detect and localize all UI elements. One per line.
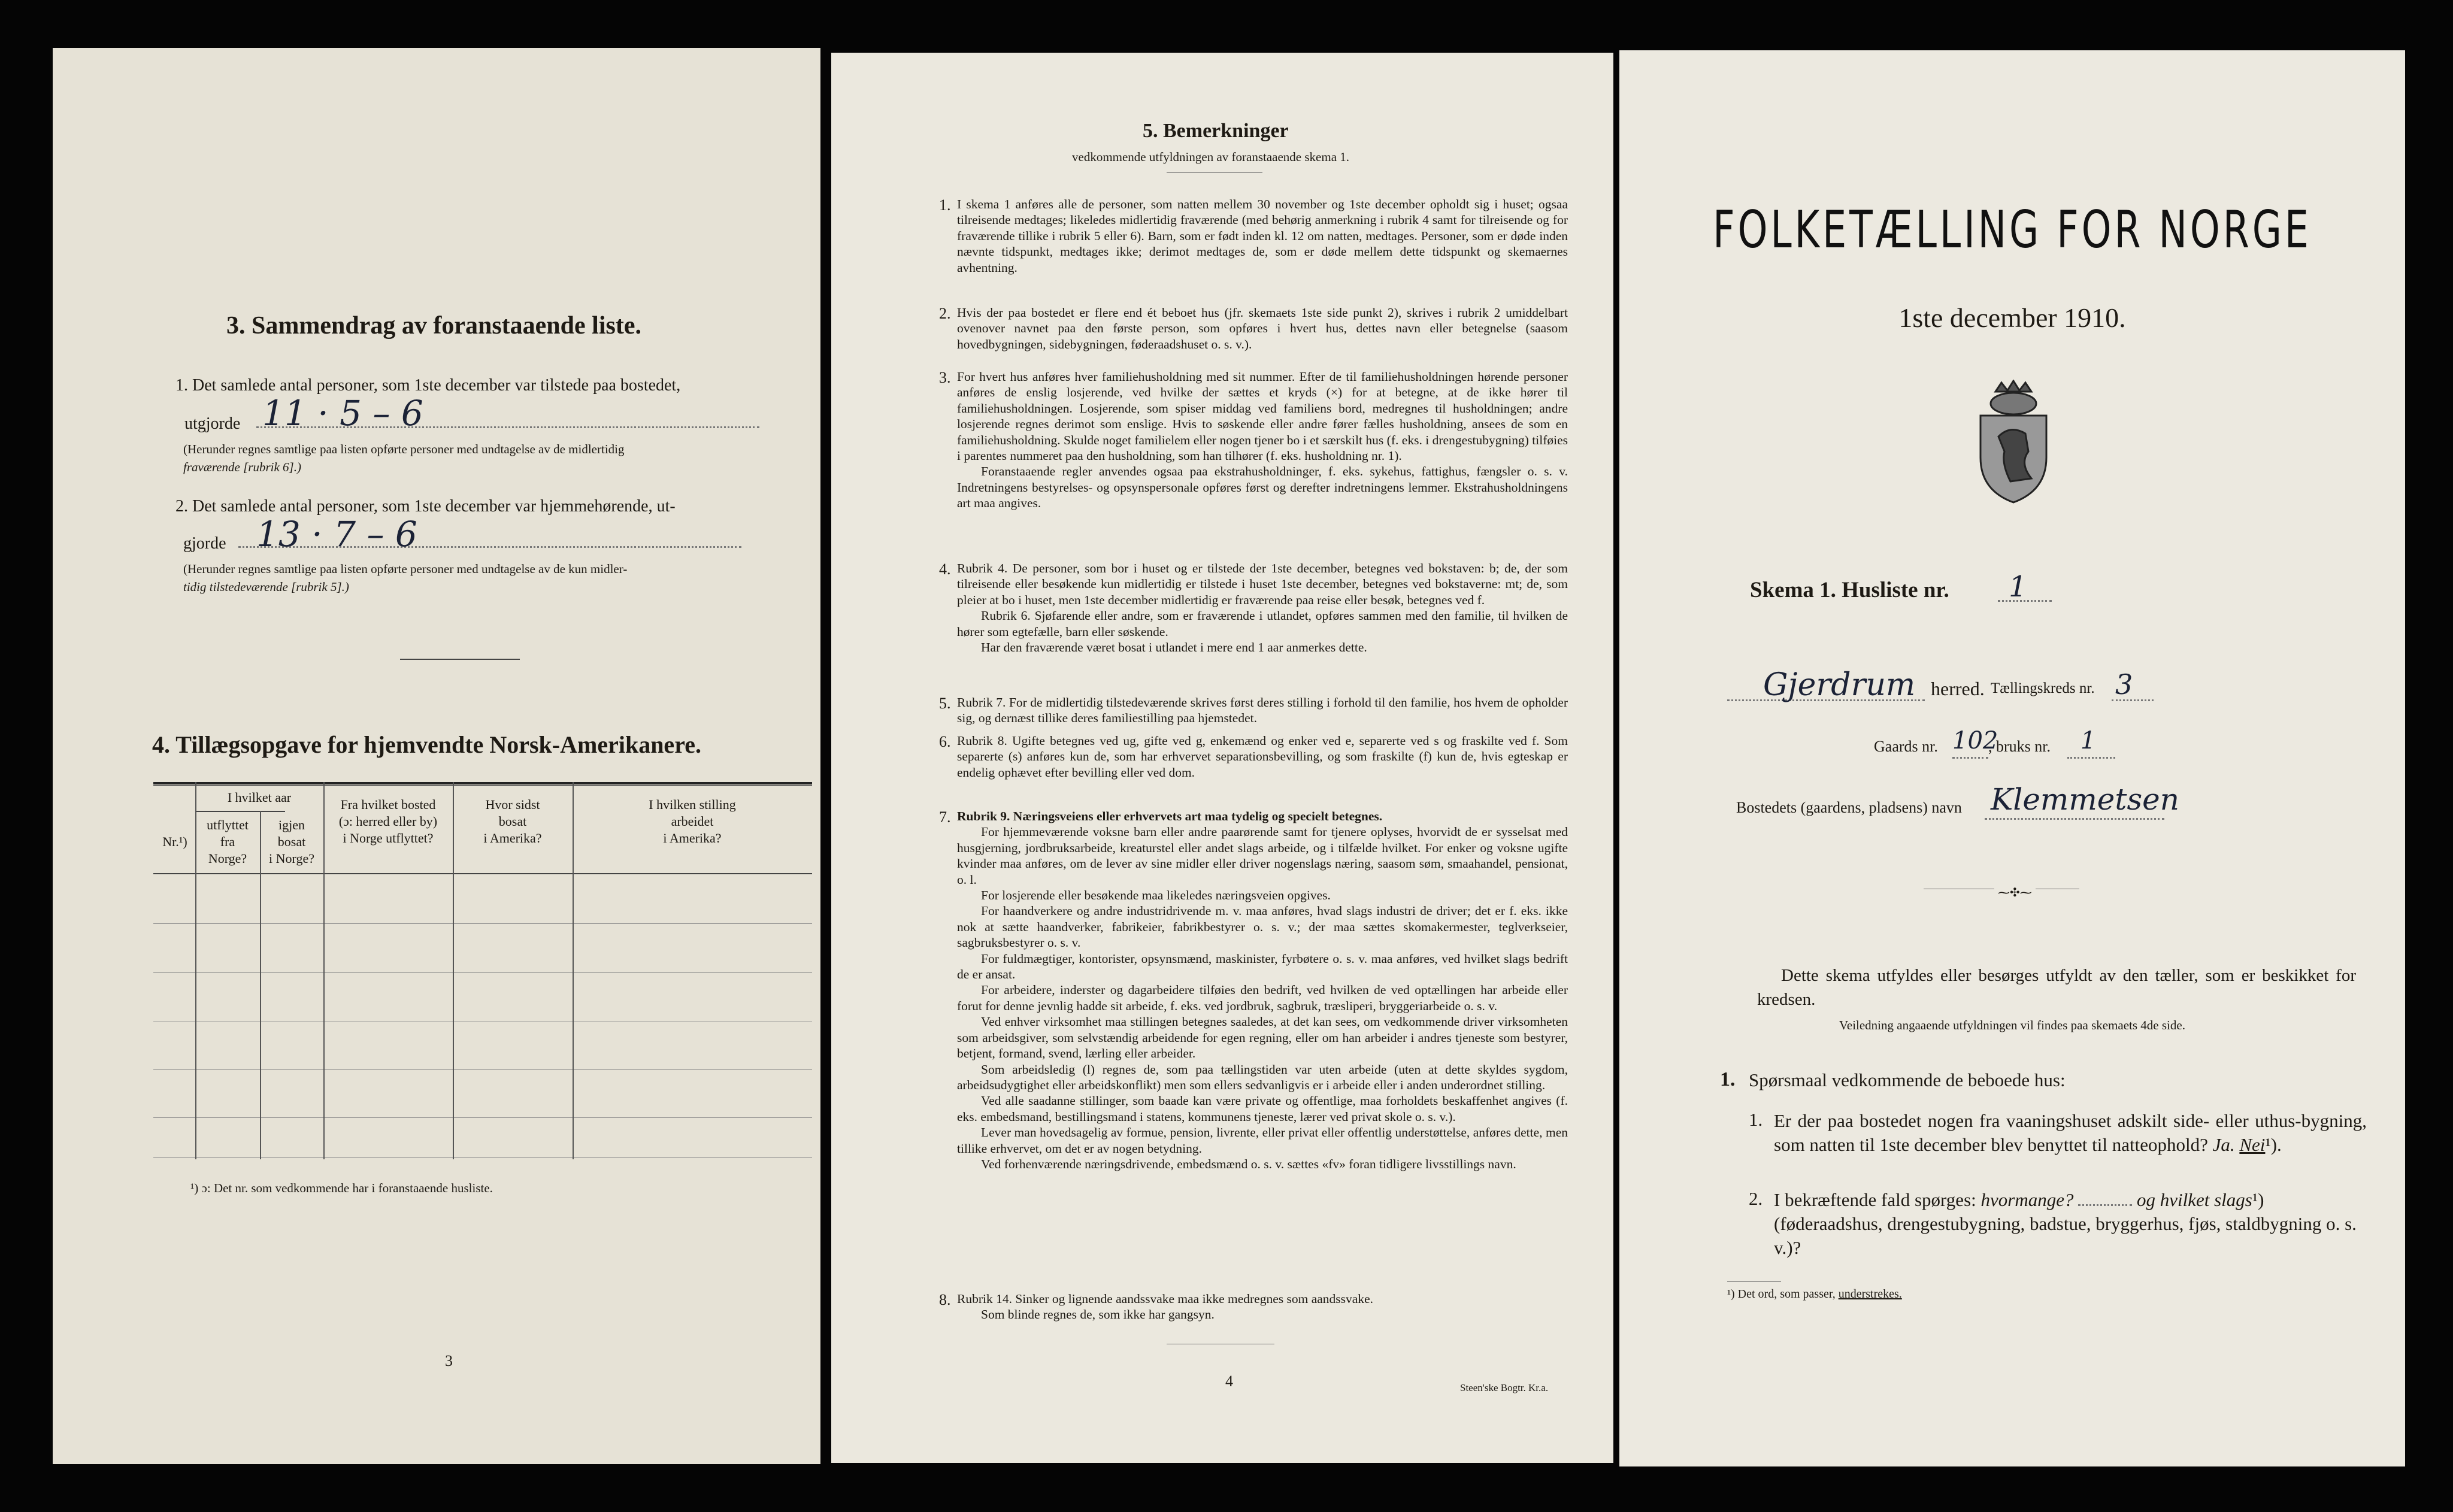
gaards-label: Gaards nr. (1874, 738, 1938, 755)
coat-of-arms-icon (1969, 380, 2058, 505)
gaards-handwritten: 102 (1952, 727, 1998, 755)
item-num: 4. (939, 560, 951, 578)
remarks-subtitle: vedkommende utfyldningen av foranstaaende skema 1. (1072, 150, 1350, 164)
question-section-number: 1. (1720, 1068, 1736, 1090)
item-1-note-line-2: fraværende [rubrik 6].) (183, 460, 301, 474)
item-num: 2. (939, 305, 951, 322)
bosted-handwritten: Klemmetsen (1991, 782, 2179, 817)
ornament-icon: ⁓✣⁓ (1994, 885, 2036, 900)
item-1-handwritten-value: 11 · 5 – 6 (262, 393, 423, 434)
th-nr: Nr.¹) (162, 834, 187, 849)
section-4-title: 4. Tillægsopgave for hjemvendte Norsk-Amerikanere. (152, 731, 701, 758)
item-2-note-line-1: (Herunder regnes samtlige paa listen opførte personer med undtagelse av de kun midler- (183, 562, 628, 576)
item-1-utgjorde: utgjorde (184, 414, 241, 433)
item-num: 1. (939, 196, 951, 214)
page-1 (1619, 50, 2405, 1466)
q2-number: 2. (1749, 1188, 1763, 1209)
divider (400, 659, 520, 660)
remarks-title: 5. Bemerkninger (1143, 120, 1289, 142)
section-3-title: 3. Sammendrag av foranstaaende liste. (226, 312, 641, 340)
question-section-title: Spørsmaal vedkommende de beboede hus: (1749, 1069, 2066, 1090)
bosted-fill-line (1985, 818, 2164, 820)
bruks-fill-line (2067, 757, 2115, 759)
page-number: 3 (445, 1352, 453, 1369)
gaards-fill-line (1952, 757, 1988, 759)
instruction-hint: Veiledning angaaende utfyldningen vil findes paa skemaets 4de side. (1839, 1018, 2185, 1032)
page-3 (53, 48, 820, 1464)
item-1-note-line-1: (Herunder regnes samtlige paa listen opførte personer med undtagelse av de midlertidig (183, 442, 625, 456)
title-divider (1167, 172, 1262, 173)
q1-number: 1. (1749, 1109, 1763, 1130)
th-utflyttet: utflyttet fra Norge? (207, 817, 249, 866)
q1-nei-underlined: Nei (2239, 1134, 2266, 1155)
footnote: ¹) Det ord, som passer, understrekes. (1727, 1287, 1902, 1301)
printer-credit: Steen'ske Bogtr. Kr.a. (1460, 1382, 1549, 1393)
q2-text: I bekræftende fald spørges: hvormange? og hvilket slags¹) (føderaadshus, drengestubygning, badstue, bryggerhus, fjøs, staldbygning o. s. v.)? (1774, 1189, 2357, 1258)
bruks-label: , bruks nr. (1988, 738, 2051, 755)
remark-7: Rubrik 9. Næringsveiens eller erhvervets art maa tydelig og specielt betegnes. For hjemmeværende voksne barn eller andre paarørende samt for tjenere oplyses, hvorvidt de er sysselsat med husgjerning, jordbruksarbeide, kreaturstel eller andet slags arbeide, og i tilfælde hvilket. For enker og voksne ugifte kvinder maa anføres, om de lever av sine midler eller driver nogenslags næring, saasom søm, smaahandel, pensionat, o. l. For losjerende eller besøkende maa likeledes næringsveien opgives. For haandverkere og andre industridrivende m. v. maa anføres, hvad slags industri de driver; det er f. eks. ikke nok at sætte haandverker, fabrikeier, fabrikbestyrer o. s. v.; der maa sættes skomakermester, teglverkseier, sagbruksbestyrer o. s. v. For fuldmægtiger, kontorister, opsynsmænd, maskinister, fyrbøtere o. s. v. maa anføres, ved hvilket slags bedrift de er ansat. For arbeidere, inderster og dagarbeidere tilføies den bedrift, ved hvilken de ved optællingen har arbeide eller forut for denne jevnlig hadde sit arbeide, f. eks. ved jordbruk, sagbruk, træsliperi, bryggeriarbeide o. s. v. Ved enhver virksomhet maa stillingen betegnes saaledes, at det kan sees, om vedkommende driver virksomheten som arbeidsgiver, som selvstændig arbeidende for egen regning, eller om han arbeider i andres tjeneste som bestyrer, betjent, formand, svend, lærling eller arbeider. Som arbeidsledig (l) regnes de, som paa tællingstiden var uten arbeide (uten at dette skyldes sygdom, arbeidsudygtighet eller arbeidskonflikt) men som ellers sedvanligvis er i arbeide eller i anden underordnet stilling. Ved alle saadanne stillinger, som baade kan være private og offentlige, maa forholdets beskaffenhet angives (f. eks. embedsmand, bestillingsmand i statens, kommunens tjeneste, lærer ved privat skole o. s. v.). Lever man hovedsagelig av formue, pension, livrente, eller privat eller offentlig understøttelse, anføres dette, men tillike erhvervet, om det er av nogen betydning. Ved forhenværende næringsdrivende, embedsmænd o. s. v. sættes «fv» foran tidligere livsstillings navn. (957, 809, 1568, 1171)
remark-2: Hvis der paa bostedet er flere end ét beboet hus (jfr. skemaets 1ste side punkt 2), skrives i rubrik 2 umiddelbart ovenover navnet paa den første person, som opføres i hvert hus, dettes navn eller betegnelse (saasom hovedbygningen, sidebygningen, føderaadshuset o. s. v.). (957, 305, 1568, 352)
footnote: ¹) ɔ: Det nr. som vedkommende har i foranstaaende husliste. (190, 1181, 493, 1195)
remark-4: Rubrik 4. De personer, som bor i huset og er tilstede der 1ste december, betegnes ved bokstaven: b; de, der som tilreisende eller besøkende kun midlertidig er tilstede i huset 1ste december, betegnes ved bokstaverne: mt; de, som pleier at bo i huset, men 1ste december midlertidig er fraværende paa reise eller besøk, betegnes ved f. Rubrik 6. Sjøfarende eller andre, som er fraværende i utlandet, opføres sammen med den familie, til hvilken de hører som egtefælle, barn eller søskende. Har den fraværende været bosat i utlandet i mere end 1 aar anmerkes dette. (957, 561, 1568, 655)
item-num: 5. (939, 695, 951, 712)
item-num: 3. (939, 369, 951, 386)
remark-5: Rubrik 7. For de midlertidig tilstedeværende skrives først deres stilling i forhold til den familie, hos hvem de opholder sig, og dernæst tillike deres familiestilling paa hjemstedet. (957, 695, 1568, 726)
norsk-amerikanere-table (153, 782, 812, 1159)
th-fra-bosted: Fra hvilket bosted (ɔ: herred eller by) i Norge utflyttet? (338, 797, 438, 846)
bosted-label: Bostedets (gaardens, pladsens) navn (1736, 799, 1962, 816)
th-igjen: igjen bosat i Norge? (269, 817, 314, 866)
item-1-label: 1. Det samlede antal personer, som 1ste december var tilstede paa bostedet, (175, 376, 681, 395)
bruks-handwritten: 1 (2080, 727, 2096, 755)
remark-6: Rubrik 8. Ugifte betegnes ved ug, gifte ved g, enkemænd og enker ved e, separerte ved s og fraskilte ved f. Som separerte (s) anføres kun de, som har erhvervet separationsbevilling, og som fraskilte (f) kun de, hvis egteskap er endelig ophævet efter bevilling eller ved dom. (957, 734, 1568, 780)
census-date: 1ste december 1910. (1898, 302, 2126, 333)
item-num: 6. (939, 733, 951, 750)
th-stilling: I hvilken stilling arbeidet i Amerika? (649, 797, 736, 846)
herred-label: herred. (1931, 678, 1985, 699)
remark-3: For hvert hus anføres hver familiehusholdning med sit nummer. Efter de til familiehusholdningen hørende personer anføres de enslig losjerende, ved hvilke der sættes et kryds (×) for at betegne, at de ikke hører til familiehusholdningen. Losjerende, som spiser middag ved familiens bord, medregnes til husholdningen; andre losjerende regnes derimot som enslige. Hvis to søskende eller andre fører fælles husholdning, ansees de som en familiehusholdning. Skulde noget familielem eller nogen tjener bo i et særskilt hus (f. eks. i drengestubygning) tilføies i parentes nummeret paa den husholdning, som han tilhører (f. eks. husholdning nr. 1). Foranstaaende regler anvendes ogsaa paa ekstrahusholdninger, f. eks. sykehus, fattighus, fængsler o. s. v. Indretningens bestyrelses- og opsynspersonale opføres først og derefter indretningens lemmer. Ekstrahusholdningens art maa angives. (957, 369, 1568, 511)
item-2-handwritten-value: 13 · 7 – 6 (256, 514, 417, 554)
page-number: 4 (1225, 1372, 1233, 1390)
item-num: 7. (939, 808, 951, 826)
husliste-handwritten: 1 (2009, 570, 2027, 604)
herred-handwritten: Gjerdrum (1763, 667, 1916, 703)
th-group: I hvilket aar (227, 790, 292, 805)
kreds-handwritten: 3 (2115, 668, 2133, 701)
page-4 (831, 53, 1613, 1463)
item-num: 8. (939, 1291, 951, 1308)
skema-label: Skema 1. Husliste nr. (1750, 578, 1949, 602)
kreds-label: Tællingskreds nr. (1991, 680, 2095, 696)
footnote-divider (1727, 1281, 1781, 1282)
census-title: FOLKETÆLLING FOR NORGE (1713, 200, 2312, 260)
remark-8: Rubrik 14. Sinker og lignende aandssvake maa ikke medregnes som aandssvake. Som blinde regnes de, som ikke har gangsyn. (957, 1292, 1373, 1322)
q1-text: Er der paa bostedet nogen fra vaaningshuset adskilt side- eller uthus-bygning, som natten til 1ste december blev benyttet til natteophold? Ja. Nei¹). (1774, 1110, 2367, 1155)
item-2-note-line-2: tidig tilstedeværende [rubrik 5].) (183, 580, 349, 594)
instruction-text: Dette skema utfyldes eller besørges utfyldt av den tæller, som er beskikket for kredsen. (1757, 966, 2356, 1009)
item-2-label: 2. Det samlede antal personer, som 1ste december var hjemmehørende, ut- (175, 497, 676, 516)
th-sidst-bosat: Hvor sidst bosat i Amerika? (483, 797, 542, 846)
remark-1: I skema 1 anføres alle de personer, som natten mellem 30 november og 1ste december opholdt sig i huset; ogsaa tilreisende medtages; likeledes midlertidig fraværende (med behørig anmerkning i rubrik 4 samt for tilreisende og for fraværende tillike i rubrik 5 eller 6). Barn, som er født inden kl. 12 om natten, medtages. Personer, som er døde inden nævnte tidspunkt, medtages ikke; derimot medtages de, som er døde mellem dette tidspunkt og skemaernes avhentning. (957, 197, 1568, 275)
item-2-utgjorde: gjorde (183, 534, 226, 553)
